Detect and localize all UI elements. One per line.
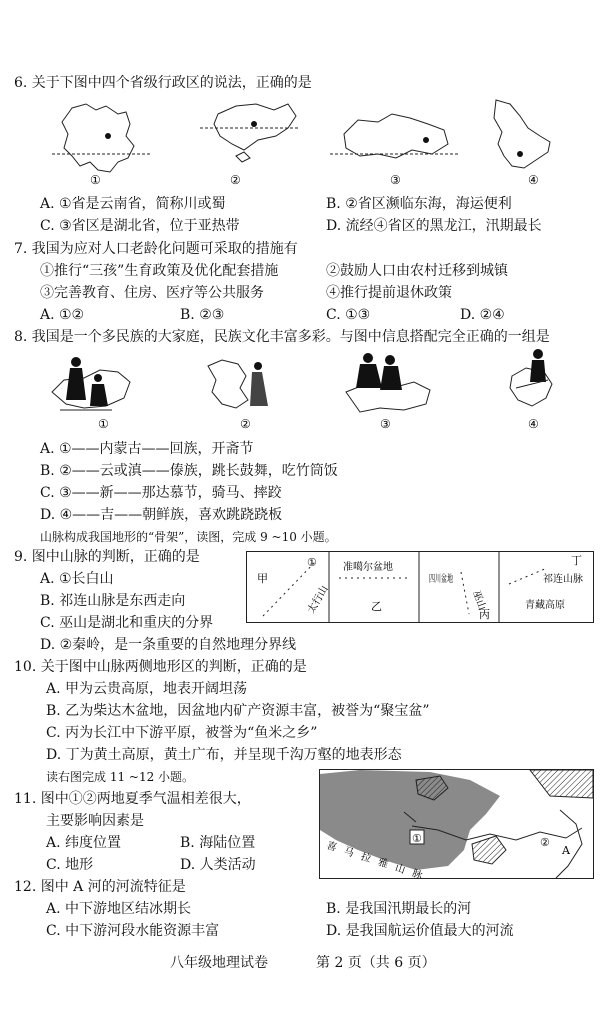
q10-option-c[interactable]: C. 丙为长江中下游平原，被誉为“鱼米之乡” <box>46 725 318 741</box>
q11-stem-line1: 11. 图中①②两地夏季气温相差很大， <box>14 791 251 807</box>
q8-option-d[interactable]: D. ④——吉——朝鲜族，喜欢跳跷跷板 <box>40 507 283 523</box>
picture-label-2: ② <box>240 417 251 431</box>
q8-option-a[interactable]: A. ①——内蒙古——回族，开斋节 <box>40 441 254 457</box>
q12-option-a[interactable]: A. 中下游地区结冰期长 <box>46 901 192 917</box>
q6-option-a[interactable]: A. ①省是云南省，简称川或蜀 <box>40 196 226 212</box>
q11-option-a[interactable]: A. 纬度位置 <box>46 835 122 851</box>
picture-label-1: ① <box>98 417 109 431</box>
footer-paper-title: 八年级地理试卷 <box>170 955 268 971</box>
intro-11-12: 读右图完成 11 ~12 小题。 <box>46 770 195 784</box>
panel2-basin: 准噶尔盆地 <box>343 562 393 573</box>
panel3-bing: 丙 <box>479 608 490 621</box>
q7-option-d[interactable]: D. ②④ <box>460 307 505 323</box>
map-guangdong <box>200 104 300 162</box>
q7-option-b[interactable]: B. ②③ <box>180 307 225 323</box>
picture-2 <box>208 360 268 408</box>
q6-option-c[interactable]: C. ③省区是湖北省，位于亚热带 <box>40 218 240 234</box>
q9-option-d[interactable]: D. ②秦岭，是一条重要的自然地理分界线 <box>40 637 297 653</box>
map-label-1: ① <box>90 173 101 187</box>
q12-option-d[interactable]: D. 是我国航运价值最大的河流 <box>326 923 514 939</box>
q6-stem: 6. 关于下图中四个省级行政区的说法，正确的是 <box>14 75 312 91</box>
panel2-yi: 乙 <box>371 600 382 613</box>
river-map-label-2: ② <box>540 836 550 849</box>
panel4-range1: 祁连山脉 <box>543 574 583 585</box>
panel3-range: 巫山 <box>470 589 488 612</box>
q11-option-b[interactable]: B. 海陆位置 <box>180 835 256 851</box>
picture-label-3: ③ <box>380 417 391 431</box>
river-map <box>319 769 594 882</box>
q7-stem: 7. 我国为应对人口老龄化问题可采取的措施有 <box>14 241 298 257</box>
q8-ethnic-pictures <box>0 348 613 434</box>
q10-option-b[interactable]: B. 乙为柴达木盆地，因盆地内矿产资源丰富，被誉为“聚宝盆” <box>46 703 430 719</box>
footer-page-number: 第 2 页（共 6 页） <box>316 955 436 971</box>
intro-9-10: 山脉构成我国地形的“骨架”，读图，完成 9 ~10 小题。 <box>40 530 337 544</box>
map-heilongjiang <box>494 100 550 168</box>
panel1-num: ① <box>307 556 317 569</box>
q9-option-a[interactable]: A. ①长白山 <box>40 571 114 587</box>
q7-item-2: ②鼓励人口由农村迁移到城镇 <box>326 263 508 279</box>
map-hubei <box>330 114 460 158</box>
map-label-3: ③ <box>390 173 401 187</box>
picture-label-4: ④ <box>528 417 539 431</box>
river-map-river-a: A <box>562 844 570 857</box>
panel1-jia: 甲 <box>257 572 268 585</box>
q6-province-maps <box>0 96 613 188</box>
q9-option-c[interactable]: C. 巫山是湖北和重庆的分界 <box>40 615 214 631</box>
q6-option-b[interactable]: B. ②省区濒临东海，海运便利 <box>326 196 512 212</box>
picture-4 <box>510 349 552 406</box>
q12-stem: 12. 图中 A 河的河流特征是 <box>14 879 186 895</box>
q11-stem-line2: 主要影响因素是 <box>46 813 144 829</box>
q6-option-d[interactable]: D. 流经④省区的黑龙江，汛期最长 <box>326 218 542 234</box>
panel4-range2: 青藏高原 <box>525 600 565 611</box>
panel3-basin: 四川盆地 <box>429 574 469 585</box>
q7-option-c[interactable]: C. ①③ <box>326 307 371 323</box>
q12-option-b[interactable]: B. 是我国汛期最长的河 <box>326 901 472 917</box>
map-label-2: ② <box>230 173 241 187</box>
panel4-ding: 丁 <box>571 554 582 567</box>
mountain-figure <box>246 551 594 623</box>
q10-stem: 10. 关于图中山脉两侧地形区的判断，正确的是 <box>14 659 307 675</box>
q8-option-c[interactable]: C. ③——新——那达慕节，骑马、摔跤 <box>40 485 282 501</box>
q12-option-c[interactable]: C. 中下游河段水能资源丰富 <box>46 923 220 939</box>
q7-item-3: ③完善教育、住房、医疗等公共服务 <box>40 285 264 301</box>
q8-stem: 8. 我国是一个多民族的大家庭，民族文化丰富多彩。与图中信息搭配完全正确的一组是 <box>14 329 550 345</box>
river-map-label-1: ① <box>412 832 422 845</box>
q8-option-b[interactable]: B. ②——云或滇——傣族，跳长鼓舞，吃竹筒饭 <box>40 463 338 479</box>
q11-option-d[interactable]: D. 人类活动 <box>180 857 256 873</box>
picture-3 <box>346 353 430 412</box>
q9-stem: 9. 图中山脉的判断，正确的是 <box>14 549 200 565</box>
q7-item-4: ④推行提前退休政策 <box>326 285 452 301</box>
picture-1 <box>52 357 130 410</box>
map-label-4: ④ <box>528 173 539 187</box>
q7-option-a[interactable]: A. ①② <box>40 307 85 323</box>
map-yunnan <box>52 104 150 172</box>
q7-item-1: ①推行“三孩”生育政策及优化配套措施 <box>40 263 279 279</box>
panel1-range: 太行山 <box>306 584 331 616</box>
river-map-range: 喜马拉雅山脉 <box>325 840 424 882</box>
q10-option-a[interactable]: A. 甲为云贵高原，地表开阔坦荡 <box>46 681 248 697</box>
q10-option-d[interactable]: D. 丁为黄土高原，黄土广布，并呈现千沟万壑的地表形态 <box>46 747 402 763</box>
q9-option-b[interactable]: B. 祁连山脉是东西走向 <box>40 593 186 609</box>
q11-option-c[interactable]: C. 地形 <box>46 857 94 873</box>
